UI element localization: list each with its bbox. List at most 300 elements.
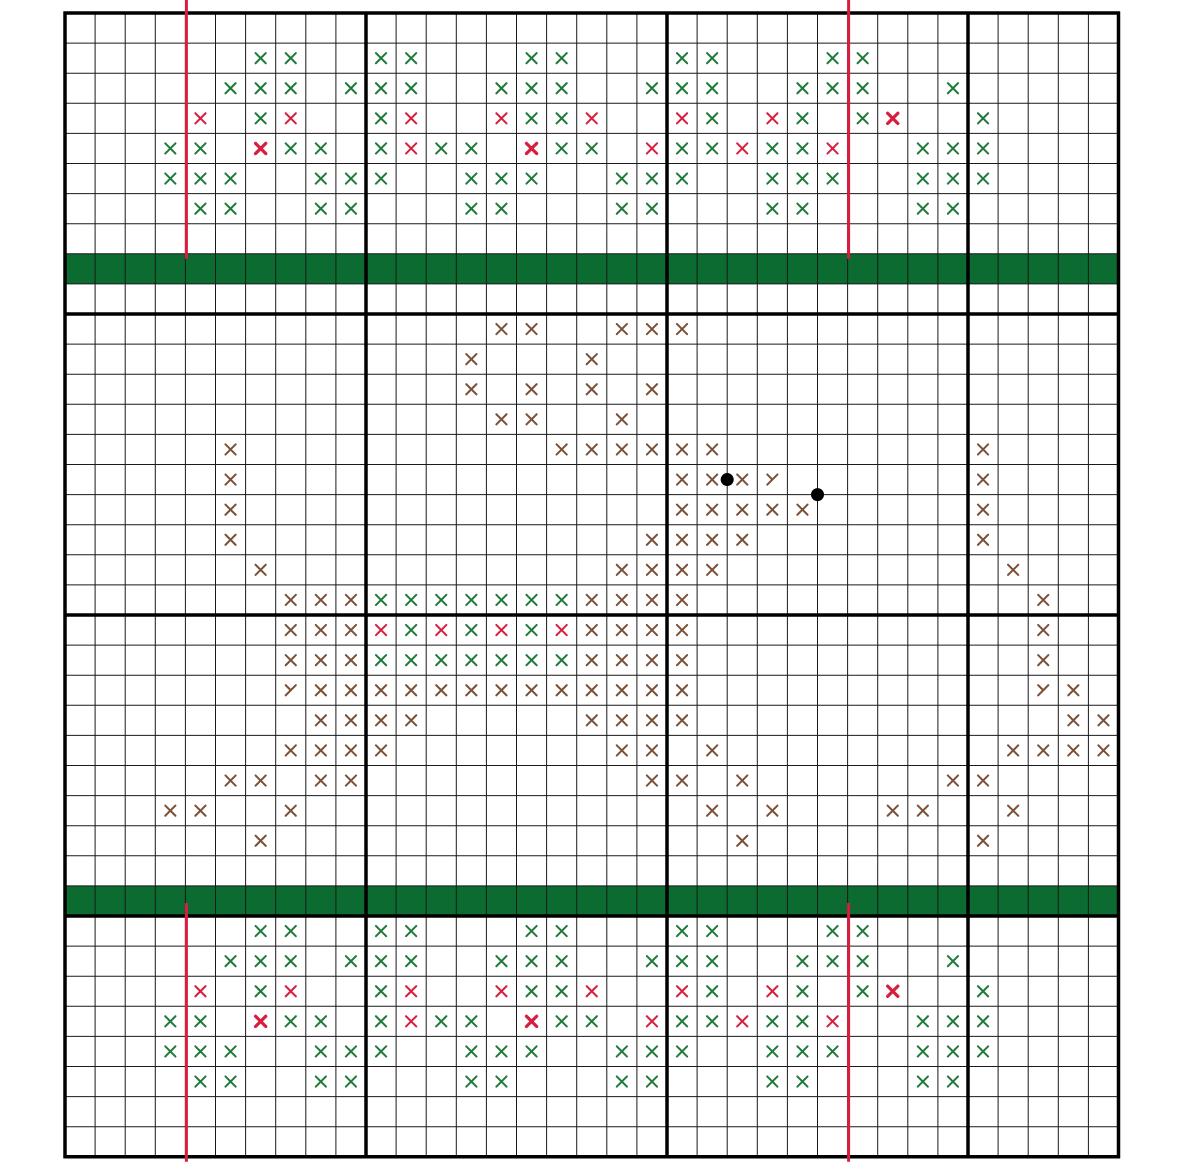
green-stitch <box>496 204 506 214</box>
green-stitch <box>647 956 657 966</box>
green-stitch <box>256 986 266 996</box>
brown-stitch <box>1068 745 1078 755</box>
green-stitch <box>346 956 356 966</box>
red-stitch <box>406 1016 416 1026</box>
french-knot <box>811 488 824 501</box>
green-stitch <box>677 173 687 183</box>
brown-stitch <box>978 474 988 484</box>
brown-stitch <box>256 775 266 785</box>
brown-stitch <box>677 685 687 695</box>
brown-stitch <box>677 535 687 545</box>
green-stitch <box>376 986 386 996</box>
green-stitch <box>617 1046 627 1056</box>
green-stitch <box>225 204 235 214</box>
brown-stitch <box>647 324 657 334</box>
green-stitch <box>557 926 567 936</box>
green-stitch <box>256 956 266 966</box>
brown-stitch <box>677 324 687 334</box>
red-stitch <box>496 625 506 635</box>
brown-stitch <box>707 535 717 545</box>
brown-stitch <box>617 625 627 635</box>
brown-stitch <box>346 595 356 605</box>
brown-stitch <box>647 685 657 695</box>
green-stitch <box>827 83 837 93</box>
green-stitch <box>466 1046 476 1056</box>
brown-stitch <box>617 745 627 755</box>
red-stitch <box>827 1016 837 1026</box>
green-stitch <box>948 143 958 153</box>
brown-stitch <box>647 775 657 785</box>
brown-stitch <box>677 625 687 635</box>
green-stitch <box>767 1076 777 1086</box>
green-stitch <box>617 204 627 214</box>
green-stitch <box>406 655 416 665</box>
green-stitch <box>557 53 567 63</box>
brown-stitch <box>286 625 296 635</box>
green-stitch <box>406 53 416 63</box>
green-stitch <box>316 1016 326 1026</box>
brown-stitch <box>346 775 356 785</box>
green-stitch <box>406 595 416 605</box>
green-stitch <box>466 655 476 665</box>
green-stitch <box>195 143 205 153</box>
green-stitch <box>797 204 807 214</box>
brown-stitch <box>677 775 687 785</box>
brown-stitch <box>587 655 597 665</box>
brown-stitch <box>617 565 627 575</box>
brown-stitch <box>436 685 446 695</box>
green-stitch <box>918 1076 928 1086</box>
brown-stitch <box>587 715 597 725</box>
green-stitch <box>195 1046 205 1056</box>
red-stitch <box>256 1016 266 1026</box>
green-stitch <box>286 83 296 93</box>
green-stitch <box>256 926 266 936</box>
green-stitch <box>526 173 536 183</box>
red-stitch <box>526 1016 536 1026</box>
french-knot <box>721 473 734 486</box>
green-stitch <box>376 655 386 665</box>
green-stitch <box>557 83 567 93</box>
green-stitch <box>557 143 567 153</box>
green-stitch <box>647 1046 657 1056</box>
green-stitch <box>195 1076 205 1086</box>
green-stitch <box>707 53 717 63</box>
brown-stitch <box>797 505 807 515</box>
green-stitch <box>557 956 567 966</box>
green-stitch <box>256 53 266 63</box>
green-stitch <box>346 1076 356 1086</box>
green-stitch <box>948 956 958 966</box>
green-stitch <box>677 53 687 63</box>
brown-stitch <box>617 655 627 665</box>
green-stitch <box>286 1016 296 1026</box>
green-stitch <box>827 53 837 63</box>
brown-stitch <box>707 565 717 575</box>
green-stitch <box>316 143 326 153</box>
green-stitch <box>526 926 536 936</box>
green-stitch <box>948 204 958 214</box>
brown-stitch <box>587 354 597 364</box>
green-stitch <box>466 625 476 635</box>
brown-stitch <box>737 474 747 484</box>
brown-stitch <box>617 444 627 454</box>
green-stitch <box>707 986 717 996</box>
green-stitch <box>918 1016 928 1026</box>
green-stitch <box>496 1076 506 1086</box>
green-stitch <box>526 1046 536 1056</box>
red-stitch <box>827 143 837 153</box>
green-stitch <box>797 113 807 123</box>
brown-stitch <box>707 745 717 755</box>
green-stitch <box>346 83 356 93</box>
red-stitch <box>256 143 266 153</box>
green-stitch <box>195 204 205 214</box>
green-stitch <box>707 956 717 966</box>
brown-stitch <box>256 565 266 575</box>
red-stitch <box>737 143 747 153</box>
red-stitch <box>647 1016 657 1026</box>
red-stitch <box>376 625 386 635</box>
green-stitch <box>647 204 657 214</box>
green-stitch <box>195 173 205 183</box>
red-stitch <box>436 625 446 635</box>
green-stitch <box>677 926 687 936</box>
green-stitch <box>316 173 326 183</box>
green-stitch <box>948 173 958 183</box>
green-stitch <box>436 595 446 605</box>
green-stitch <box>617 173 627 183</box>
minor-grid <box>65 13 1119 1157</box>
red-stitch <box>767 113 777 123</box>
brown-stitch <box>888 806 898 816</box>
brown-stitch <box>647 565 657 575</box>
brown-stitch <box>286 806 296 816</box>
brown-stitch <box>256 836 266 846</box>
green-stitch <box>466 595 476 605</box>
brown-stitch <box>346 715 356 725</box>
brown-stitch <box>767 806 777 816</box>
green-stitch <box>256 83 266 93</box>
brown-stitch <box>978 505 988 515</box>
brown-stitch <box>496 685 506 695</box>
green-stitch <box>858 926 868 936</box>
green-stitch <box>797 1076 807 1086</box>
brown-stitch <box>1038 625 1048 635</box>
green-stitch <box>767 204 777 214</box>
green-band <box>65 254 1119 284</box>
brown-stitch <box>557 444 567 454</box>
brown-stitch <box>286 745 296 755</box>
green-stitch <box>526 113 536 123</box>
brown-stitch <box>587 595 597 605</box>
green-stitch <box>707 1016 717 1026</box>
green-stitch <box>827 956 837 966</box>
brown-stitch <box>767 505 777 515</box>
green-stitch <box>557 1016 567 1026</box>
green-stitch <box>948 83 958 93</box>
red-stitch <box>557 625 567 635</box>
green-stitch <box>436 1016 446 1026</box>
brown-stitch <box>406 685 416 695</box>
brown-stitch <box>1008 565 1018 575</box>
brown-stitch <box>707 474 717 484</box>
green-stitch <box>346 1046 356 1056</box>
green-stitch <box>858 986 868 996</box>
brown-stitch <box>316 715 326 725</box>
green-stitch <box>978 113 988 123</box>
green-stitch <box>948 1016 958 1026</box>
brown-stitch <box>647 595 657 605</box>
green-stitch <box>797 83 807 93</box>
green-stitch <box>707 113 717 123</box>
red-stitch <box>195 113 205 123</box>
brown-stitch <box>707 444 717 454</box>
brown-stitch <box>526 384 536 394</box>
brown-stitch <box>617 324 627 334</box>
green-stitch <box>707 83 717 93</box>
green-stitch <box>797 173 807 183</box>
green-stitch <box>165 1046 175 1056</box>
brown-stitch <box>587 444 597 454</box>
green-stitch <box>225 1076 235 1086</box>
green-stitch <box>496 173 506 183</box>
brown-stitch <box>978 444 988 454</box>
green-stitch <box>286 926 296 936</box>
stitch-stroke <box>1038 685 1043 690</box>
green-stitch <box>557 655 567 665</box>
brown-stitch <box>978 775 988 785</box>
brown-stitch <box>1098 715 1108 725</box>
brown-stitch <box>1068 715 1078 725</box>
green-stitch <box>677 1016 687 1026</box>
green-stitch <box>376 53 386 63</box>
green-stitch <box>526 53 536 63</box>
green-stitch <box>526 83 536 93</box>
brown-stitch <box>1008 806 1018 816</box>
brown-stitch <box>496 324 506 334</box>
green-stitch <box>165 173 175 183</box>
green-stitch <box>496 655 506 665</box>
brown-stitch <box>677 474 687 484</box>
red-stitch <box>767 986 777 996</box>
green-stitch <box>225 173 235 183</box>
brown-stitch <box>346 625 356 635</box>
brown-stitch <box>376 715 386 725</box>
stitch-stroke <box>286 685 291 690</box>
brown-stitch <box>707 505 717 515</box>
brown-stitch <box>1098 745 1108 755</box>
red-stitch <box>496 986 506 996</box>
green-stitch <box>466 1016 476 1026</box>
brown-stitch <box>677 565 687 575</box>
green-stitch <box>827 1046 837 1056</box>
green-stitch <box>918 1046 928 1056</box>
green-stitch <box>286 956 296 966</box>
brown-stitch <box>677 715 687 725</box>
green-stitch <box>827 926 837 936</box>
knot-layer <box>721 473 824 501</box>
brown-stitch <box>978 836 988 846</box>
green-stitch <box>376 143 386 153</box>
red-stitch <box>526 143 536 153</box>
green-stitch <box>797 986 807 996</box>
green-stitch <box>587 143 597 153</box>
green-stitch <box>918 173 928 183</box>
brown-stitch <box>737 836 747 846</box>
brown-stitch <box>647 715 657 725</box>
stitch-stroke <box>767 474 772 479</box>
green-stitch <box>827 173 837 183</box>
green-stitch <box>496 83 506 93</box>
green-stitch <box>346 173 356 183</box>
brown-stitch <box>647 745 657 755</box>
green-stitch <box>978 1016 988 1026</box>
brown-stitch <box>346 685 356 695</box>
red-stitch <box>406 986 416 996</box>
green-stitch <box>858 956 868 966</box>
brown-stitch <box>225 444 235 454</box>
green-stitch <box>587 1016 597 1026</box>
green-stitch <box>286 53 296 63</box>
green-stitch <box>376 173 386 183</box>
green-stitch <box>557 113 567 123</box>
green-stitch <box>978 143 988 153</box>
green-stitch <box>978 986 988 996</box>
brown-stitch <box>376 685 386 695</box>
green-stitch <box>677 1046 687 1056</box>
brown-stitch <box>948 775 958 785</box>
red-stitch <box>286 113 296 123</box>
green-stitch <box>677 956 687 966</box>
brown-stitch <box>406 715 416 725</box>
green-stitch <box>557 595 567 605</box>
brown-stitch <box>677 505 687 515</box>
green-stitch <box>677 83 687 93</box>
brown-stitch <box>647 655 657 665</box>
green-stitch <box>195 1016 205 1026</box>
green-stitch <box>948 1046 958 1056</box>
green-stitch <box>406 83 416 93</box>
brown-stitch <box>466 384 476 394</box>
green-stitch <box>797 1016 807 1026</box>
brown-stitch <box>1008 745 1018 755</box>
brown-stitch <box>978 535 988 545</box>
brown-stitch <box>1038 745 1048 755</box>
green-stitch <box>496 595 506 605</box>
green-stitch <box>165 143 175 153</box>
brown-stitch <box>677 444 687 454</box>
green-stitch <box>286 143 296 153</box>
brown-partial-stitch <box>767 474 777 484</box>
brown-stitch <box>165 806 175 816</box>
red-stitch <box>737 1016 747 1026</box>
brown-stitch <box>647 444 657 454</box>
brown-stitch <box>707 806 717 816</box>
green-stitch <box>677 143 687 153</box>
brown-stitch <box>496 414 506 424</box>
green-stitch <box>466 143 476 153</box>
green-stitch <box>436 143 446 153</box>
red-stitch <box>888 113 898 123</box>
green-stitch <box>496 956 506 966</box>
green-stitch <box>858 113 868 123</box>
green-stitch <box>767 1016 777 1026</box>
green-stitch <box>225 956 235 966</box>
green-stitch <box>376 595 386 605</box>
green-stitch <box>316 1076 326 1086</box>
brown-stitch <box>225 474 235 484</box>
brown-stitch <box>617 414 627 424</box>
brown-stitch <box>466 685 476 695</box>
green-stitch <box>165 1016 175 1026</box>
red-stitch <box>587 986 597 996</box>
brown-stitch <box>316 685 326 695</box>
red-stitch <box>195 986 205 996</box>
brown-stitch <box>225 775 235 785</box>
brown-stitch <box>316 775 326 785</box>
green-stitch <box>767 143 777 153</box>
brown-stitch <box>737 775 747 785</box>
red-stitch <box>587 113 597 123</box>
brown-stitch <box>526 324 536 334</box>
green-stitch <box>948 1076 958 1086</box>
green-stitch <box>346 204 356 214</box>
brown-stitch <box>225 505 235 515</box>
green-stitch <box>436 655 446 665</box>
green-stitch <box>767 173 777 183</box>
brown-stitch <box>376 745 386 755</box>
green-stitch <box>376 956 386 966</box>
brown-stitch <box>677 595 687 605</box>
green-stitch <box>797 1046 807 1056</box>
green-stitch <box>376 1046 386 1056</box>
green-stitch <box>918 204 928 214</box>
red-stitch <box>496 113 506 123</box>
green-stitch <box>225 83 235 93</box>
green-stitch <box>858 53 868 63</box>
green-stitch <box>376 83 386 93</box>
brown-stitch <box>316 625 326 635</box>
brown-stitch <box>647 625 657 635</box>
brown-stitch <box>647 535 657 545</box>
green-stitch <box>376 926 386 936</box>
green-stitch <box>316 1046 326 1056</box>
brown-stitch <box>737 535 747 545</box>
red-stitch <box>406 113 416 123</box>
brown-stitch <box>1038 655 1048 665</box>
green-stitch <box>526 655 536 665</box>
brown-stitch <box>918 806 928 816</box>
brown-stitch <box>346 655 356 665</box>
brown-stitch <box>737 505 747 515</box>
green-stitch <box>496 1046 506 1056</box>
green-stitch <box>316 204 326 214</box>
green-stitch <box>797 143 807 153</box>
green-stitch <box>406 625 416 635</box>
green-stitch <box>466 173 476 183</box>
green-stitch <box>225 1046 235 1056</box>
green-stitch <box>526 625 536 635</box>
red-stitch <box>677 986 687 996</box>
green-stitch <box>526 595 536 605</box>
brown-stitch <box>195 806 205 816</box>
red-stitch <box>406 143 416 153</box>
green-stitch <box>647 1076 657 1086</box>
brown-stitch <box>316 655 326 665</box>
green-stitch <box>797 956 807 966</box>
brown-stitch <box>677 655 687 665</box>
